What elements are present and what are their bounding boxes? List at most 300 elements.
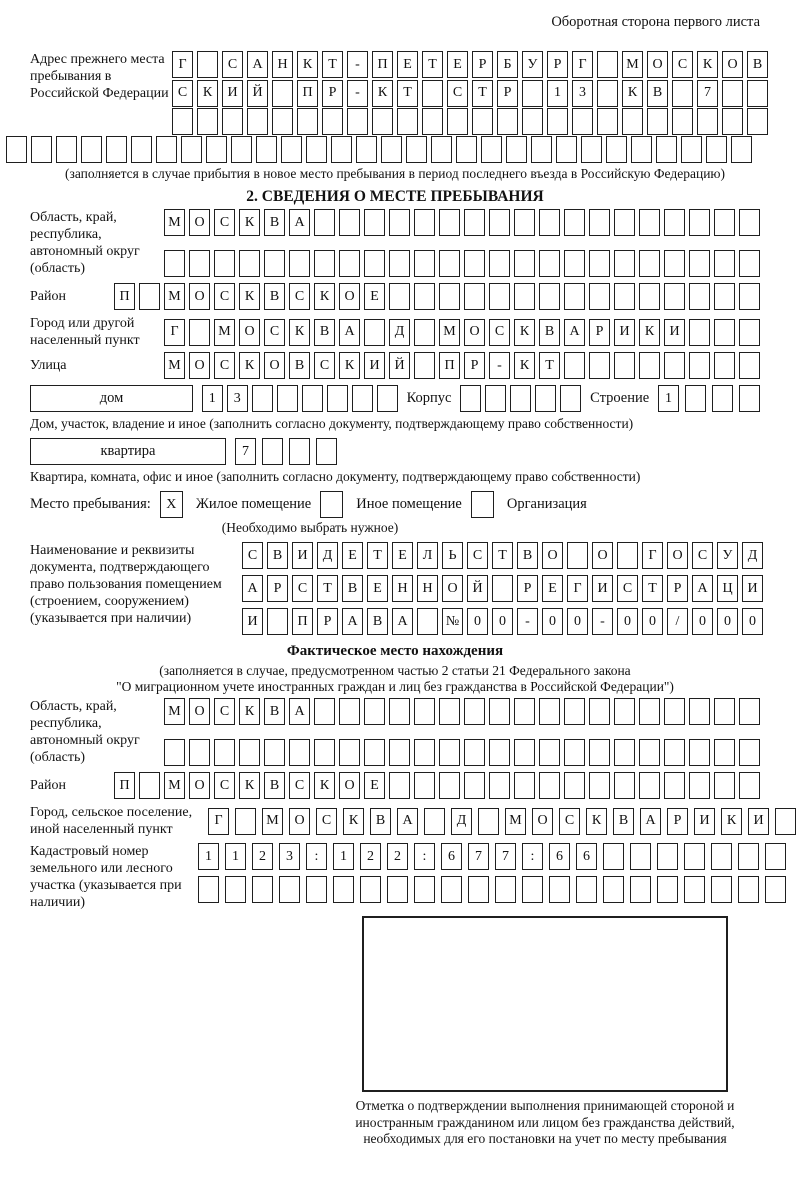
stroenie-cells <box>658 385 760 412</box>
region3-row-2 <box>164 739 760 766</box>
char-cell <box>297 108 318 135</box>
char-cell: А <box>339 319 360 346</box>
confirmation-mark-caption: Отметка о подтверждении выполнения принимающей стороной и иностранным гражданином или лицом без гражданства действий, необходимых для его постановки на учет по месту пребывания <box>355 1098 735 1146</box>
prev-address-grid <box>172 51 768 135</box>
house-row <box>30 385 760 412</box>
char-cell: В <box>264 698 285 725</box>
char-cell: Е <box>364 772 385 799</box>
char-cell: Т <box>397 80 418 107</box>
char-cell: Т <box>317 575 338 602</box>
char-cell <box>339 250 360 277</box>
char-cell: К <box>514 319 535 346</box>
char-cell <box>387 876 408 903</box>
char-cell <box>589 283 610 310</box>
char-cell <box>681 136 702 163</box>
char-cell <box>272 108 293 135</box>
char-cell <box>333 876 354 903</box>
char-cell: С <box>214 209 235 236</box>
char-cell: О <box>442 575 463 602</box>
char-cell <box>347 108 368 135</box>
char-cell <box>603 876 624 903</box>
street-label: Улица <box>30 358 67 373</box>
char-cell <box>576 876 597 903</box>
char-cell <box>739 385 760 412</box>
confirmation-mark-box <box>362 916 728 1092</box>
char-cell <box>247 108 268 135</box>
char-cell: С <box>214 772 235 799</box>
char-cell: Д <box>451 808 472 835</box>
char-cell: С <box>292 575 313 602</box>
char-cell: Т <box>422 51 443 78</box>
char-cell <box>549 876 570 903</box>
char-cell <box>739 209 760 236</box>
char-cell <box>339 698 360 725</box>
char-cell <box>489 739 510 766</box>
char-cell: Ь <box>442 542 463 569</box>
char-cell <box>639 283 660 310</box>
char-cell: : <box>306 843 327 870</box>
char-cell: О <box>189 283 210 310</box>
char-cell <box>564 698 585 725</box>
char-cell: Т <box>539 352 560 379</box>
char-cell <box>714 352 735 379</box>
char-cell <box>327 385 348 412</box>
prev-address-row-4 <box>6 136 760 163</box>
char-cell <box>738 843 759 870</box>
char-cell <box>239 739 260 766</box>
char-cell: - <box>517 608 538 635</box>
char-cell <box>514 772 535 799</box>
char-cell <box>581 136 602 163</box>
char-cell: 1 <box>658 385 679 412</box>
district-cells <box>114 283 760 310</box>
char-cell <box>189 319 210 346</box>
char-cell: В <box>613 808 634 835</box>
char-cell: А <box>242 575 263 602</box>
char-cell <box>225 876 246 903</box>
char-cell: Е <box>447 51 468 78</box>
char-cell <box>775 808 796 835</box>
char-cell: Б <box>497 51 518 78</box>
street-cells <box>164 352 760 379</box>
char-cell <box>614 739 635 766</box>
char-cell: И <box>664 319 685 346</box>
char-cell <box>235 808 256 835</box>
char-cell <box>589 250 610 277</box>
char-cell <box>722 108 743 135</box>
char-cell: А <box>692 575 713 602</box>
char-cell: И <box>742 575 763 602</box>
city-cells <box>164 319 760 346</box>
char-cell <box>597 108 618 135</box>
char-cell <box>639 698 660 725</box>
char-cell <box>731 136 752 163</box>
char-cell: С <box>617 575 638 602</box>
char-cell <box>397 108 418 135</box>
char-cell <box>514 209 535 236</box>
char-cell: О <box>189 209 210 236</box>
char-cell <box>417 608 438 635</box>
char-cell <box>181 136 202 163</box>
char-cell: Д <box>742 542 763 569</box>
char-cell <box>441 876 462 903</box>
char-cell <box>252 876 273 903</box>
char-cell <box>739 319 760 346</box>
char-cell <box>714 698 735 725</box>
char-cell <box>689 772 710 799</box>
char-cell <box>510 385 531 412</box>
char-cell: 7 <box>235 438 256 465</box>
char-cell: М <box>164 698 185 725</box>
char-cell: Е <box>364 283 385 310</box>
char-cell: - <box>347 80 368 107</box>
char-cell: О <box>339 772 360 799</box>
char-cell <box>639 250 660 277</box>
char-cell <box>267 608 288 635</box>
char-cell <box>406 136 427 163</box>
char-cell: 0 <box>742 608 763 635</box>
char-cell: : <box>522 843 543 870</box>
char-cell: Н <box>392 575 413 602</box>
char-cell: Т <box>492 542 513 569</box>
char-cell: А <box>397 808 418 835</box>
char-cell: И <box>592 575 613 602</box>
stay-type-option-residential: Жилое помещение <box>195 496 312 512</box>
char-cell <box>468 876 489 903</box>
document-block <box>30 542 760 635</box>
char-cell <box>139 772 160 799</box>
char-cell <box>439 283 460 310</box>
char-cell <box>712 385 733 412</box>
char-cell: 1 <box>225 843 246 870</box>
char-cell: Н <box>272 51 293 78</box>
char-cell <box>222 108 243 135</box>
region-grid <box>164 209 760 277</box>
char-cell <box>56 136 77 163</box>
stay-type-option-other: Иное помещение <box>356 496 462 512</box>
char-cell <box>439 250 460 277</box>
region3-grid <box>164 698 760 766</box>
char-cell <box>664 739 685 766</box>
char-cell <box>314 739 335 766</box>
char-cell <box>739 698 760 725</box>
char-cell <box>197 51 218 78</box>
char-cell: О <box>239 319 260 346</box>
stay-type-note: (Необходимо выбрать нужное) <box>221 520 399 535</box>
char-cell <box>279 876 300 903</box>
char-cell: 3 <box>227 385 248 412</box>
char-cell <box>539 209 560 236</box>
stay-type-checkbox-other <box>320 491 343 518</box>
char-cell: 0 <box>492 608 513 635</box>
char-cell: 1 <box>547 80 568 107</box>
char-cell <box>289 739 310 766</box>
char-cell <box>547 108 568 135</box>
char-cell: К <box>239 772 260 799</box>
char-cell: О <box>532 808 553 835</box>
char-cell <box>414 739 435 766</box>
char-cell <box>689 283 710 310</box>
char-cell: О <box>264 352 285 379</box>
char-cell <box>664 772 685 799</box>
prev-address-row-3 <box>172 108 768 135</box>
char-cell: О <box>667 542 688 569</box>
char-cell: - <box>347 51 368 78</box>
char-cell: С <box>222 51 243 78</box>
char-cell <box>314 698 335 725</box>
char-cell: 2 <box>252 843 273 870</box>
district3-cells <box>114 772 760 799</box>
char-cell: № <box>442 608 463 635</box>
confirmation-mark-block <box>330 916 760 1148</box>
char-cell <box>614 209 635 236</box>
prev-address-label: Адрес прежнего места пребывания в Российской Федерации <box>30 52 169 101</box>
document-row-1 <box>242 542 763 569</box>
char-cell: А <box>247 51 268 78</box>
char-cell: К <box>289 319 310 346</box>
char-cell <box>739 352 760 379</box>
region-row-2 <box>164 250 760 277</box>
char-cell <box>539 283 560 310</box>
char-cell: Р <box>267 575 288 602</box>
char-cell <box>497 108 518 135</box>
char-cell: О <box>592 542 613 569</box>
char-cell <box>214 739 235 766</box>
char-cell: В <box>267 542 288 569</box>
char-cell <box>689 250 710 277</box>
char-cell <box>514 698 535 725</box>
char-cell: К <box>339 352 360 379</box>
char-cell: Е <box>397 51 418 78</box>
char-cell: П <box>439 352 460 379</box>
char-cell: С <box>489 319 510 346</box>
char-cell <box>639 352 660 379</box>
char-cell: П <box>372 51 393 78</box>
char-cell <box>389 739 410 766</box>
char-cell: Т <box>472 80 493 107</box>
char-cell: С <box>316 808 337 835</box>
char-cell <box>714 772 735 799</box>
prev-address-note: (заполняется в случае прибытия в новое место пребывания в период последнего въезда в Российскую Федерацию) <box>64 166 726 181</box>
char-cell: С <box>289 772 310 799</box>
char-cell <box>631 136 652 163</box>
char-cell <box>589 209 610 236</box>
char-cell <box>302 385 323 412</box>
char-cell: Л <box>417 542 438 569</box>
char-cell <box>289 438 310 465</box>
section3-note-1: (заполняется в случае, предусмотренном частью 2 статьи 21 Федерального закона <box>159 663 631 678</box>
char-cell <box>739 739 760 766</box>
char-cell: А <box>289 698 310 725</box>
char-cell: Т <box>322 51 343 78</box>
char-cell: М <box>439 319 460 346</box>
char-cell: Р <box>517 575 538 602</box>
char-cell <box>564 283 585 310</box>
char-cell: 0 <box>467 608 488 635</box>
char-cell: К <box>622 80 643 107</box>
char-cell: О <box>289 808 310 835</box>
char-cell: А <box>289 209 310 236</box>
char-cell: И <box>748 808 769 835</box>
char-cell: А <box>392 608 413 635</box>
char-cell <box>522 108 543 135</box>
char-cell <box>606 136 627 163</box>
prev-address-row-2 <box>172 80 768 107</box>
char-cell <box>539 698 560 725</box>
char-cell: С <box>467 542 488 569</box>
char-cell <box>689 319 710 346</box>
char-cell <box>364 698 385 725</box>
city3-row <box>30 804 764 838</box>
char-cell <box>478 808 499 835</box>
char-cell <box>765 876 786 903</box>
char-cell <box>564 250 585 277</box>
char-cell <box>614 283 635 310</box>
char-cell: М <box>164 352 185 379</box>
char-cell <box>589 772 610 799</box>
char-cell <box>422 108 443 135</box>
char-cell: О <box>339 283 360 310</box>
char-cell <box>439 209 460 236</box>
char-cell: Г <box>208 808 229 835</box>
char-cell <box>414 876 435 903</box>
char-cell: К <box>697 51 718 78</box>
char-cell <box>492 575 513 602</box>
char-cell: 0 <box>717 608 738 635</box>
char-cell <box>656 136 677 163</box>
char-cell <box>664 250 685 277</box>
char-cell <box>281 136 302 163</box>
char-cell <box>306 136 327 163</box>
district3-label: Район <box>30 778 66 793</box>
char-cell <box>657 876 678 903</box>
char-cell: К <box>586 808 607 835</box>
char-cell: В <box>342 575 363 602</box>
char-cell: П <box>297 80 318 107</box>
char-cell: О <box>189 698 210 725</box>
char-cell <box>603 843 624 870</box>
char-cell <box>481 136 502 163</box>
section3-note-2: "О миграционном учете иностранных граждан и лиц без гражданства в Российской Федерации") <box>116 679 674 694</box>
house-note: Дом, участок, владение и иное (заполнить согласно документу, подтверждающему право собственности) <box>30 416 634 431</box>
char-cell <box>489 283 510 310</box>
char-cell: Т <box>642 575 663 602</box>
stay-type-checkbox-organization <box>471 491 494 518</box>
char-cell <box>239 250 260 277</box>
char-cell <box>331 136 352 163</box>
char-cell <box>252 385 273 412</box>
char-cell: С <box>214 352 235 379</box>
char-cell <box>711 843 732 870</box>
char-cell <box>617 542 638 569</box>
char-cell: 1 <box>198 843 219 870</box>
char-cell: Г <box>642 542 663 569</box>
char-cell <box>439 772 460 799</box>
cadastre-label: Кадастровый номер земельного или лесного участка (указывается при наличии) <box>30 844 182 910</box>
char-cell: О <box>464 319 485 346</box>
char-cell: Е <box>392 542 413 569</box>
char-cell <box>664 698 685 725</box>
char-cell <box>189 739 210 766</box>
char-cell <box>739 772 760 799</box>
char-cell: В <box>264 772 285 799</box>
char-cell <box>214 250 235 277</box>
char-cell <box>131 136 152 163</box>
char-cell: Ц <box>717 575 738 602</box>
char-cell <box>535 385 556 412</box>
char-cell <box>264 739 285 766</box>
apartment-note: Квартира, комната, офис и иное (заполнить согласно документу, подтверждающему право собственности) <box>30 469 641 484</box>
char-cell <box>489 209 510 236</box>
district-label: Район <box>30 289 66 304</box>
char-cell <box>360 876 381 903</box>
char-cell: 6 <box>576 843 597 870</box>
char-cell: Г <box>172 51 193 78</box>
char-cell: 7 <box>468 843 489 870</box>
char-cell: Й <box>247 80 268 107</box>
char-cell: 0 <box>567 608 588 635</box>
city-label: Город или другой населенный пункт <box>30 316 140 348</box>
stay-type-label: Место пребывания: <box>30 496 151 512</box>
char-cell <box>389 250 410 277</box>
char-cell: К <box>297 51 318 78</box>
cadastre-row-2 <box>198 876 786 903</box>
char-cell <box>389 772 410 799</box>
char-cell <box>31 136 52 163</box>
char-cell <box>714 319 735 346</box>
char-cell: Н <box>417 575 438 602</box>
char-cell: В <box>747 51 768 78</box>
char-cell <box>464 698 485 725</box>
char-cell <box>489 772 510 799</box>
char-cell: К <box>239 283 260 310</box>
char-cell <box>714 209 735 236</box>
char-cell <box>672 80 693 107</box>
section2-title: 2. СВЕДЕНИЯ О МЕСТЕ ПРЕБЫВАНИЯ <box>246 188 544 205</box>
char-cell: С <box>672 51 693 78</box>
char-cell <box>464 739 485 766</box>
char-cell <box>564 352 585 379</box>
prev-address-row-1 <box>172 51 768 78</box>
char-cell <box>689 209 710 236</box>
char-cell: Й <box>467 575 488 602</box>
char-cell: О <box>647 51 668 78</box>
char-cell <box>689 352 710 379</box>
char-cell: 6 <box>549 843 570 870</box>
char-cell: 3 <box>279 843 300 870</box>
char-cell <box>747 80 768 107</box>
char-cell <box>389 698 410 725</box>
char-cell: В <box>289 352 310 379</box>
char-cell <box>639 772 660 799</box>
char-cell <box>514 250 535 277</box>
char-cell <box>164 250 185 277</box>
district3-row <box>30 772 760 799</box>
char-cell: М <box>164 209 185 236</box>
char-cell <box>556 136 577 163</box>
char-cell <box>464 283 485 310</box>
char-cell: 0 <box>542 608 563 635</box>
char-cell: О <box>542 542 563 569</box>
char-cell: С <box>172 80 193 107</box>
char-cell <box>706 136 727 163</box>
char-cell: К <box>314 772 335 799</box>
char-cell: М <box>164 283 185 310</box>
prev-address-block <box>30 51 763 135</box>
char-cell: К <box>314 283 335 310</box>
char-cell: Р <box>497 80 518 107</box>
char-cell <box>639 209 660 236</box>
